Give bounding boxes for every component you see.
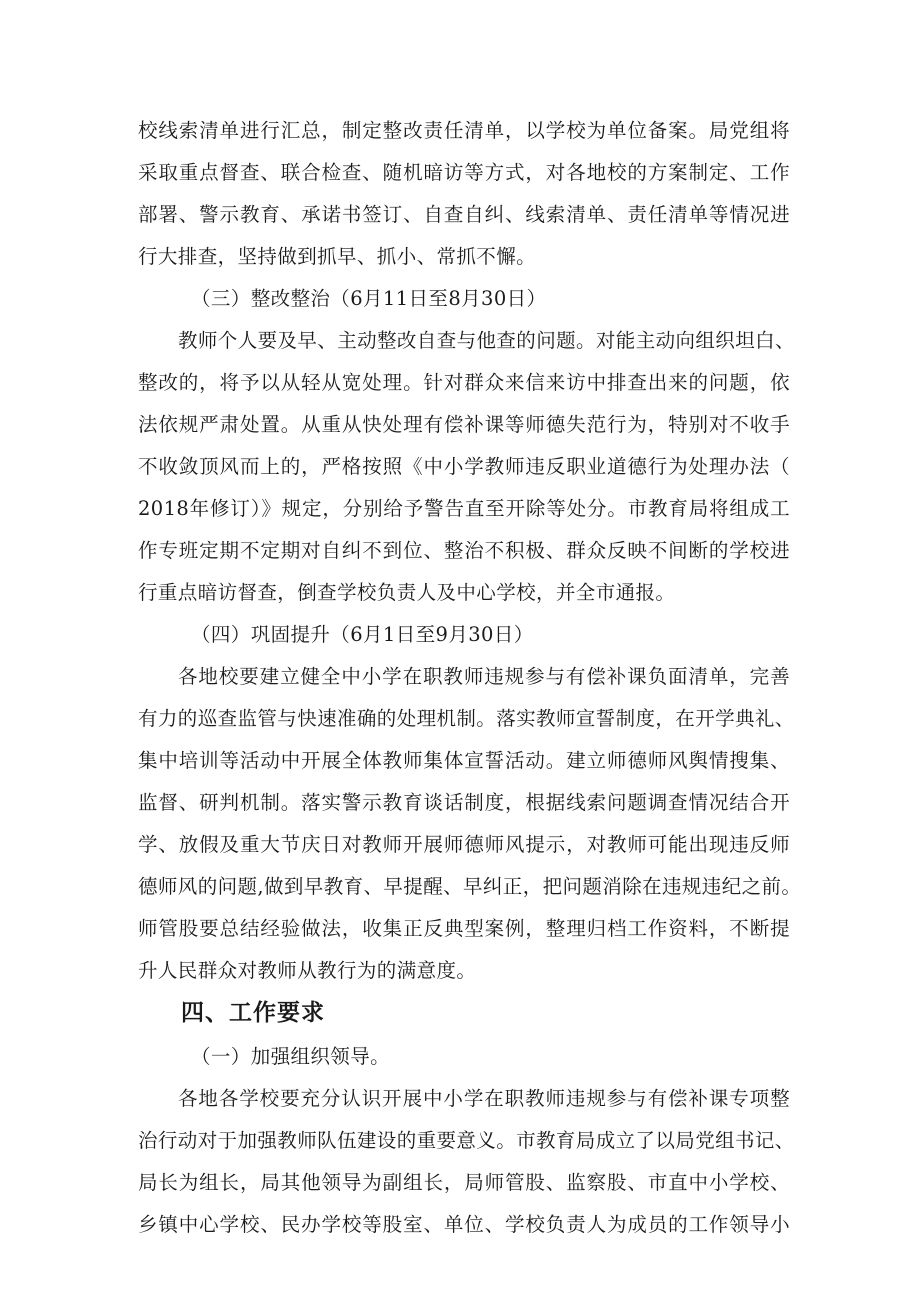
paragraph-line: 2018年修订）》规定，分别给予警告直至开除等处分。市教育局将组成工 [138, 497, 790, 520]
section-title: （一）加强组织领导。 [191, 1045, 391, 1068]
paragraph-line: 整改的，将予以从轻从宽处理。针对群众来信来访中排查出来的问题，依 [138, 371, 790, 394]
paragraph-line: 有力的巡查监管与快速准确的处理机制。落实教师宣誓制度，在开学典礼、 [138, 707, 795, 730]
paragraph-line: 行大排查，坚持做到抓早、抓小、常抓不懈。 [138, 245, 537, 268]
section-title: （三）整改整治（6月11日至8月30日） [191, 287, 547, 310]
paragraph-line: 不收敛顶风而上的，严格按照《中小学教师违反职业道德行为处理办法（ [138, 455, 790, 478]
paragraph-line: 法依规严肃处置。从重从快处理有偿补课等师德失范行为，特别对不收手 [138, 413, 790, 436]
paragraph-line: 学、放假及重大节庆日对教师开展师德师风提示，对教师可能出现违反师 [138, 833, 790, 856]
paragraph-line: 师管股要总结经验做法，收集正反典型案例，整理归档工作资料，不断提 [138, 917, 790, 940]
paragraph-line: 局长为组长，局其他领导为副组长，局师管股、监察股、市直中小学校、 [138, 1171, 790, 1194]
paragraph-line: 治行动对于加强教师队伍建设的重要意义。市教育局成立了以局党组书记、 [138, 1129, 795, 1152]
paragraph-line: 校线索清单进行汇总，制定整改责任清单，以学校为单位备案。局党组将 [138, 119, 790, 142]
paragraph-line: 行重点暗访督查，倒查学校负责人及中心学校，并全市通报。 [138, 581, 676, 604]
paragraph-line: 作专班定期不定期对自纠不到位、整治不积极、群众反映不间断的学校进 [138, 539, 790, 562]
paragraph-line: 各地各学校要充分认识开展中小学在职教师违规参与有偿补课专项整 [178, 1087, 790, 1110]
paragraph-line: 教师个人要及早、主动整改自查与他查的问题。对能主动向组织坦白、 [178, 329, 795, 352]
section-title: （四）巩固提升（6月1日至9月30日） [191, 623, 534, 646]
paragraph-line: 监督、研判机制。落实警示教育谈话制度，根据线索问题调查情况结合开 [138, 791, 790, 814]
paragraph-line: 各地校要建立健全中小学在职教师违规参与有偿补课负面清单，完善 [178, 665, 790, 688]
paragraph-line: 乡镇中心学校、民办学校等股室、单位、学校负责人为成员的工作领导小 [138, 1213, 790, 1236]
paragraph-line: 采取重点督查、联合检查、随机暗访等方式，对各地校的方案制定、工作 [138, 161, 790, 184]
paragraph-line: 部署、警示教育、承诺书签订、自查自纠、线索清单、责任清单等情况进 [138, 203, 790, 226]
paragraph-line: 集中培训等活动中开展全体教师集体宣誓活动。建立师德师风舆情搜集、 [138, 749, 790, 772]
paragraph-line: 升人民群众对教师从教行为的满意度。 [138, 959, 477, 982]
chapter-heading: 四、工作要求 [181, 1000, 325, 1026]
paragraph-line: 德师风的问题,做到早教育、早提醒、早纠正，把问题消除在违规违纪之前。 [138, 875, 802, 898]
